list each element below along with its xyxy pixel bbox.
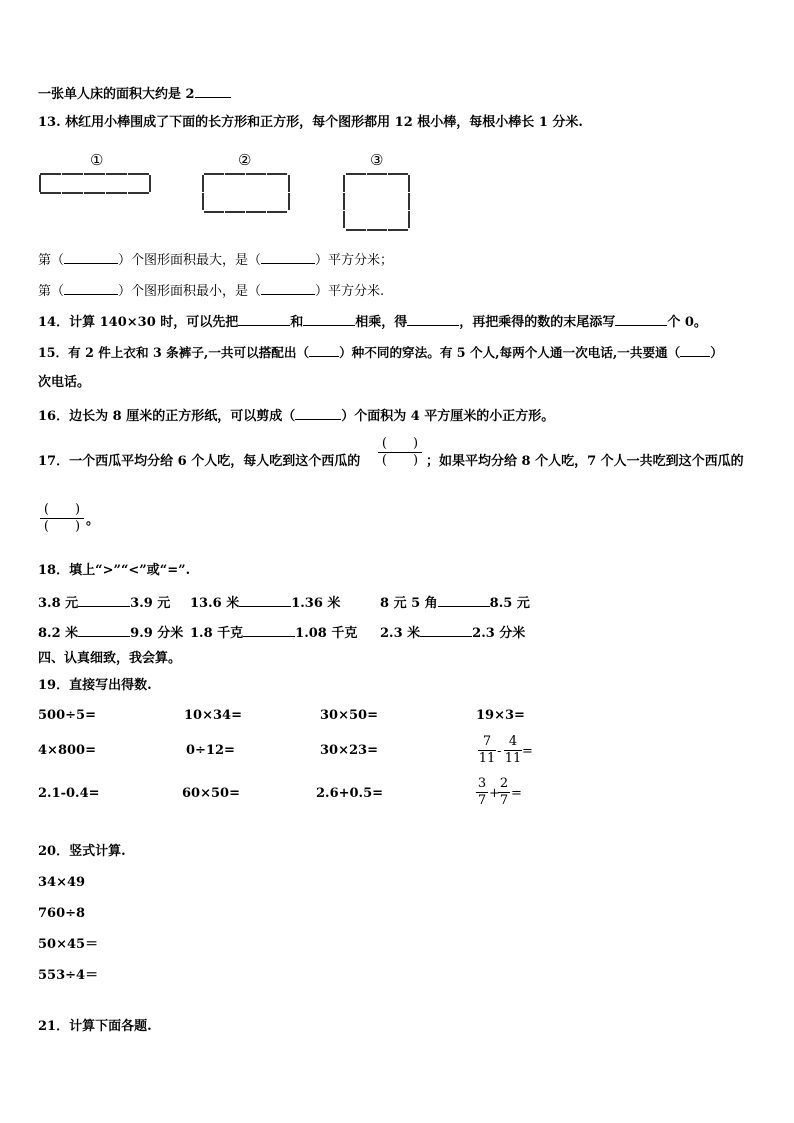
q15-line2: 次电话。 [38,375,91,390]
answer-blank[interactable] [64,250,118,264]
fraction-denominator: ( ) [378,452,422,469]
calc-item: 4×800= [38,743,96,758]
equals: = [522,744,533,759]
fraction [498,776,510,809]
fraction-numerator: ( ) [43,502,81,517]
text: 3.9 元 [130,596,171,611]
answer-blank[interactable] [243,623,295,637]
compare-item [38,623,183,643]
q13-line2 [38,281,384,301]
q17-text-a: 17．一个西瓜平均分给 6 个人吃，每人吃到这个西瓜的 [38,454,361,469]
answer-blank[interactable] [64,281,118,295]
fraction-numerator: ( ) [381,436,419,451]
text: 8.2 米 [38,626,79,641]
q18-title: 18．填上“>”“<”或“=”. [38,563,191,578]
text: 2.3 分米 [472,626,526,641]
answer-blank[interactable] [238,312,290,326]
answer-blank[interactable] [615,312,667,326]
answer-blank[interactable] [438,593,490,607]
q17-fraction-2[interactable] [40,502,84,535]
answer-blank[interactable] [239,593,291,607]
answer-blank[interactable] [78,593,130,607]
compare-item [380,593,530,613]
q13-line1 [38,250,393,270]
answer-blank[interactable] [195,84,231,98]
q12-tail [38,84,231,104]
fraction-denominator: 11 [478,751,496,766]
calc-item: 19×3= [476,708,525,723]
vertical-calc-item: 553÷4＝ [38,968,99,983]
fraction-numerator: 3 [477,776,487,791]
answer-blank[interactable] [680,343,710,357]
fraction-denominator: 11 [504,751,522,766]
q17-fraction-1[interactable] [378,436,422,469]
text: 1.08 千克 [295,626,358,641]
answer-blank[interactable] [261,250,315,264]
text: 相乘，得 [355,315,408,330]
answer-blank[interactable] [407,312,459,326]
q12-text: 一张单人床的面积大约是 2 [38,87,195,102]
q13-number: 13. [38,115,61,130]
text: 3.8 元 [38,596,79,611]
text: 8.5 元 [489,596,530,611]
text: ）个图形面积最大，是（ [118,253,262,268]
fraction-numerator: 7 [482,734,492,749]
calc-item: 60×50= [182,786,240,801]
answer-blank[interactable] [295,406,341,420]
answer-blank[interactable] [309,343,339,357]
vertical-calc-item: 34×49 [38,875,86,890]
q21-title: 21．计算下面各题. [38,1019,152,1034]
operator: + [489,786,500,801]
compare-item [190,623,357,643]
text: 13.6 米 [190,596,240,611]
text: 15．有 2 件上衣和 3 条裤子,一共可以搭配出（ [38,345,310,360]
text: ，再把乘得的数的末尾添写 [459,315,616,330]
fraction [478,734,496,767]
answer-blank[interactable] [303,312,355,326]
text: ）平方分米. [315,284,385,299]
text: 1.8 千克 [190,626,244,641]
text: 8 元 5 角 [380,596,438,611]
equals: = [511,786,522,801]
q20-title: 20．竖式计算. [38,844,126,859]
calc-item: 2.1-0.4= [38,786,100,801]
vertical-calc-item: 50×45＝ [38,937,99,952]
answer-blank[interactable] [78,623,130,637]
figure-label-3: ③ [370,151,384,169]
calc-item: 30×23= [320,743,378,758]
compare-item [38,593,170,613]
text: 第（ [38,253,65,268]
text: 14．计算 140×30 时，可以先把 [38,315,239,330]
fraction-denominator: 7 [477,793,487,808]
calc-item: 0÷12= [186,743,235,758]
text: 2.3 米 [380,626,421,641]
text: ）个面积为 4 平方厘米的小正方形。 [341,409,555,424]
text: 9.9 分米 [130,626,184,641]
answer-blank[interactable] [261,281,315,295]
q15-line1 [38,343,723,362]
q19-title: 19．直接写出得数. [38,678,152,693]
text: ） [710,345,723,360]
fraction-numerator: 4 [508,734,518,749]
q17-text-b: ；如果平均分给 8 个人吃，7 个人一共吃到这个西瓜的 [426,454,744,469]
section-4-title: 四、认真细致，我会算。 [38,651,182,666]
text: 1.36 米 [291,596,341,611]
figure-label-2: ② [238,151,252,169]
calc-item: 2.6+0.5= [316,786,384,801]
fraction [476,776,488,809]
text: ）平方分米； [315,253,394,268]
q17-end: 。 [86,513,100,528]
fraction-numerator: 2 [499,776,509,791]
vertical-calc-item: 760÷8 [38,906,86,921]
q16 [38,406,554,426]
answer-blank[interactable] [420,623,472,637]
compare-item [190,593,340,613]
q13-text: 林红用小棒围成了下面的长方形和正方形，每个图形都用 12 根小棒，每根小棒长 1 分米. [65,115,583,130]
fraction [504,734,522,767]
figure-label-1: ① [90,151,104,169]
compare-item [380,623,525,643]
calc-item: 30×50= [320,708,378,723]
text: 第（ [38,284,65,299]
q13-prompt [38,114,583,132]
fraction-denominator: 7 [499,793,509,808]
text: ）种不同的穿法。有 5 个人,每两个人通一次电话,一共要通（ [339,345,681,360]
text: ）个图形面积最小，是（ [118,284,262,299]
operator: - [497,744,502,759]
text: 和 [290,315,304,330]
q14 [38,312,707,332]
text: 个 0。 [667,315,707,330]
fraction-denominator: ( ) [40,518,84,535]
calc-item: 500÷5= [38,708,96,723]
calc-item: 10×34= [184,708,242,723]
text: 16．边长为 8 厘米的正方形纸，可以剪成（ [38,409,296,424]
